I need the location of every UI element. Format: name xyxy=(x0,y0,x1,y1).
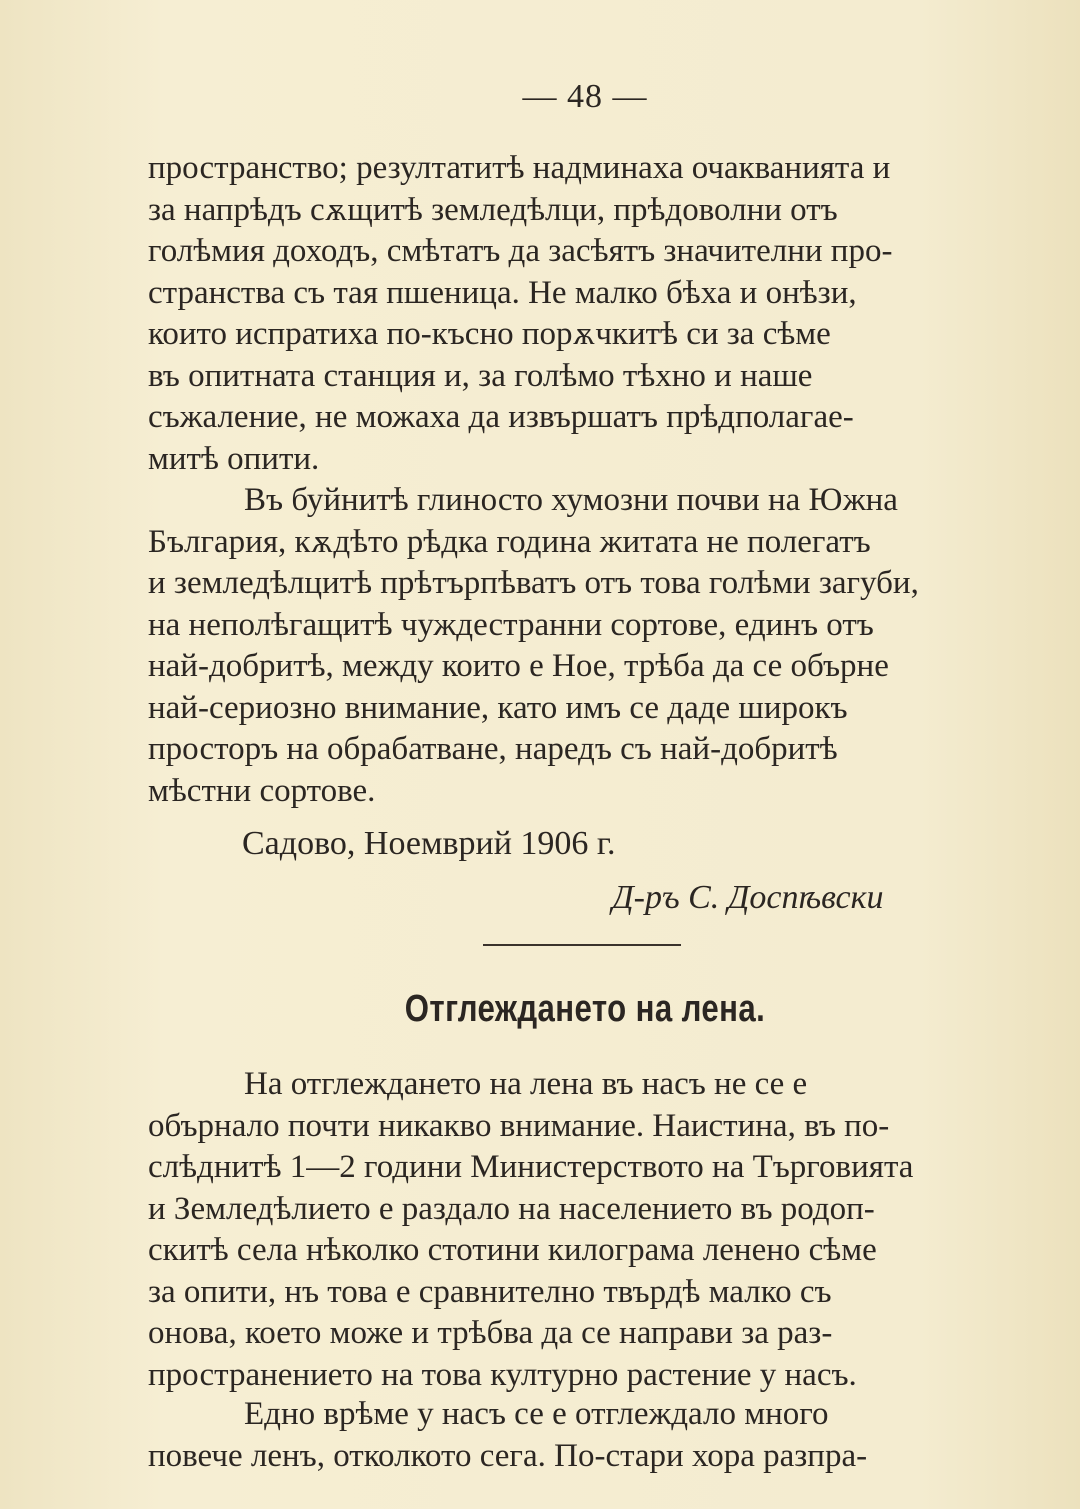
continued-paragraph xyxy=(148,148,1024,480)
text-line: Едно врѣме у насъ се е отглеждало много xyxy=(244,1396,829,1432)
text-line: пространство; резултатитѣ надминаха очакванията и xyxy=(148,150,891,186)
text-line: повече ленъ, отколкото сега. По-стари хора разпра- xyxy=(148,1437,868,1474)
text-line: пространението на това културно растение у насъ. xyxy=(148,1356,857,1393)
fourth-paragraph xyxy=(148,1394,1024,1477)
text-line: съжаление, не можаха да извършатъ прѣдполагае- xyxy=(148,399,854,435)
text-line: митѣ опити. xyxy=(148,440,320,477)
third-paragraph xyxy=(148,1064,1024,1396)
text-line: които испратиха по-късно порѫчкитѣ си за сѣме xyxy=(148,316,831,352)
text-line: въ опитната станция и, за голѣмо тѣхно и наше xyxy=(148,357,813,394)
section-title: Отглеждането на лена. xyxy=(404,988,766,1030)
text-line: На отглеждането на лена въ насъ не се е xyxy=(244,1066,808,1102)
text-line: и Земледѣлието е раздало на населението въ родоп- xyxy=(148,1190,875,1227)
text-line: Въ буйнитѣ глиносто хумозни почви на Южна xyxy=(244,482,898,518)
page-number: — 48 — xyxy=(522,78,648,115)
text-line: странства съ тая пшеница. Не малко бѣха и онѣзи, xyxy=(148,274,857,311)
place-date: Садово, Ноемврий 1906 г. xyxy=(242,825,616,862)
text-line: скитѣ села нѣколко стотини килограма ленено сѣме xyxy=(148,1232,877,1268)
text-line: и земледѣлцитѣ прѣтърпѣватъ отъ това голѣми загуби, xyxy=(148,565,919,601)
text-line: мѣстни сортове. xyxy=(148,772,376,809)
text-line: най-сериозно внимание, като имъ се даде широкъ xyxy=(148,689,848,726)
text-line: най-добритѣ, между които е Ное, трѣба да се обърне xyxy=(148,648,889,684)
text-line: за напрѣдъ сѫщитѣ земледѣлци, прѣдоволни отъ xyxy=(148,191,838,228)
second-paragraph xyxy=(148,480,1024,812)
text-line: слѣднитѣ 1—2 години Министерството на Търговията xyxy=(148,1149,914,1185)
text-line: онова, което може и трѣбва да се направи за раз- xyxy=(148,1315,833,1351)
section-divider xyxy=(483,944,681,946)
text-line: на неполѣгащитѣ чуждестранни сортове, единъ отъ xyxy=(148,606,874,643)
text-line: просторъ на обрабатване, наредъ съ най-добритѣ xyxy=(148,731,838,767)
text-line: за опити, нъ това е сравнително твърдѣ малко съ xyxy=(148,1273,832,1310)
text-line: голѣмия доходъ, смѣтатъ да засѣятъ значителни про- xyxy=(148,233,893,269)
text-line: обърнало почти никакво внимание. Наистина, въ по- xyxy=(148,1107,890,1144)
author-signature: Д-ръ С. Доспѣвски xyxy=(612,879,884,916)
text-line: България, кѫдѣто рѣдка година житата не полегатъ xyxy=(148,523,871,560)
